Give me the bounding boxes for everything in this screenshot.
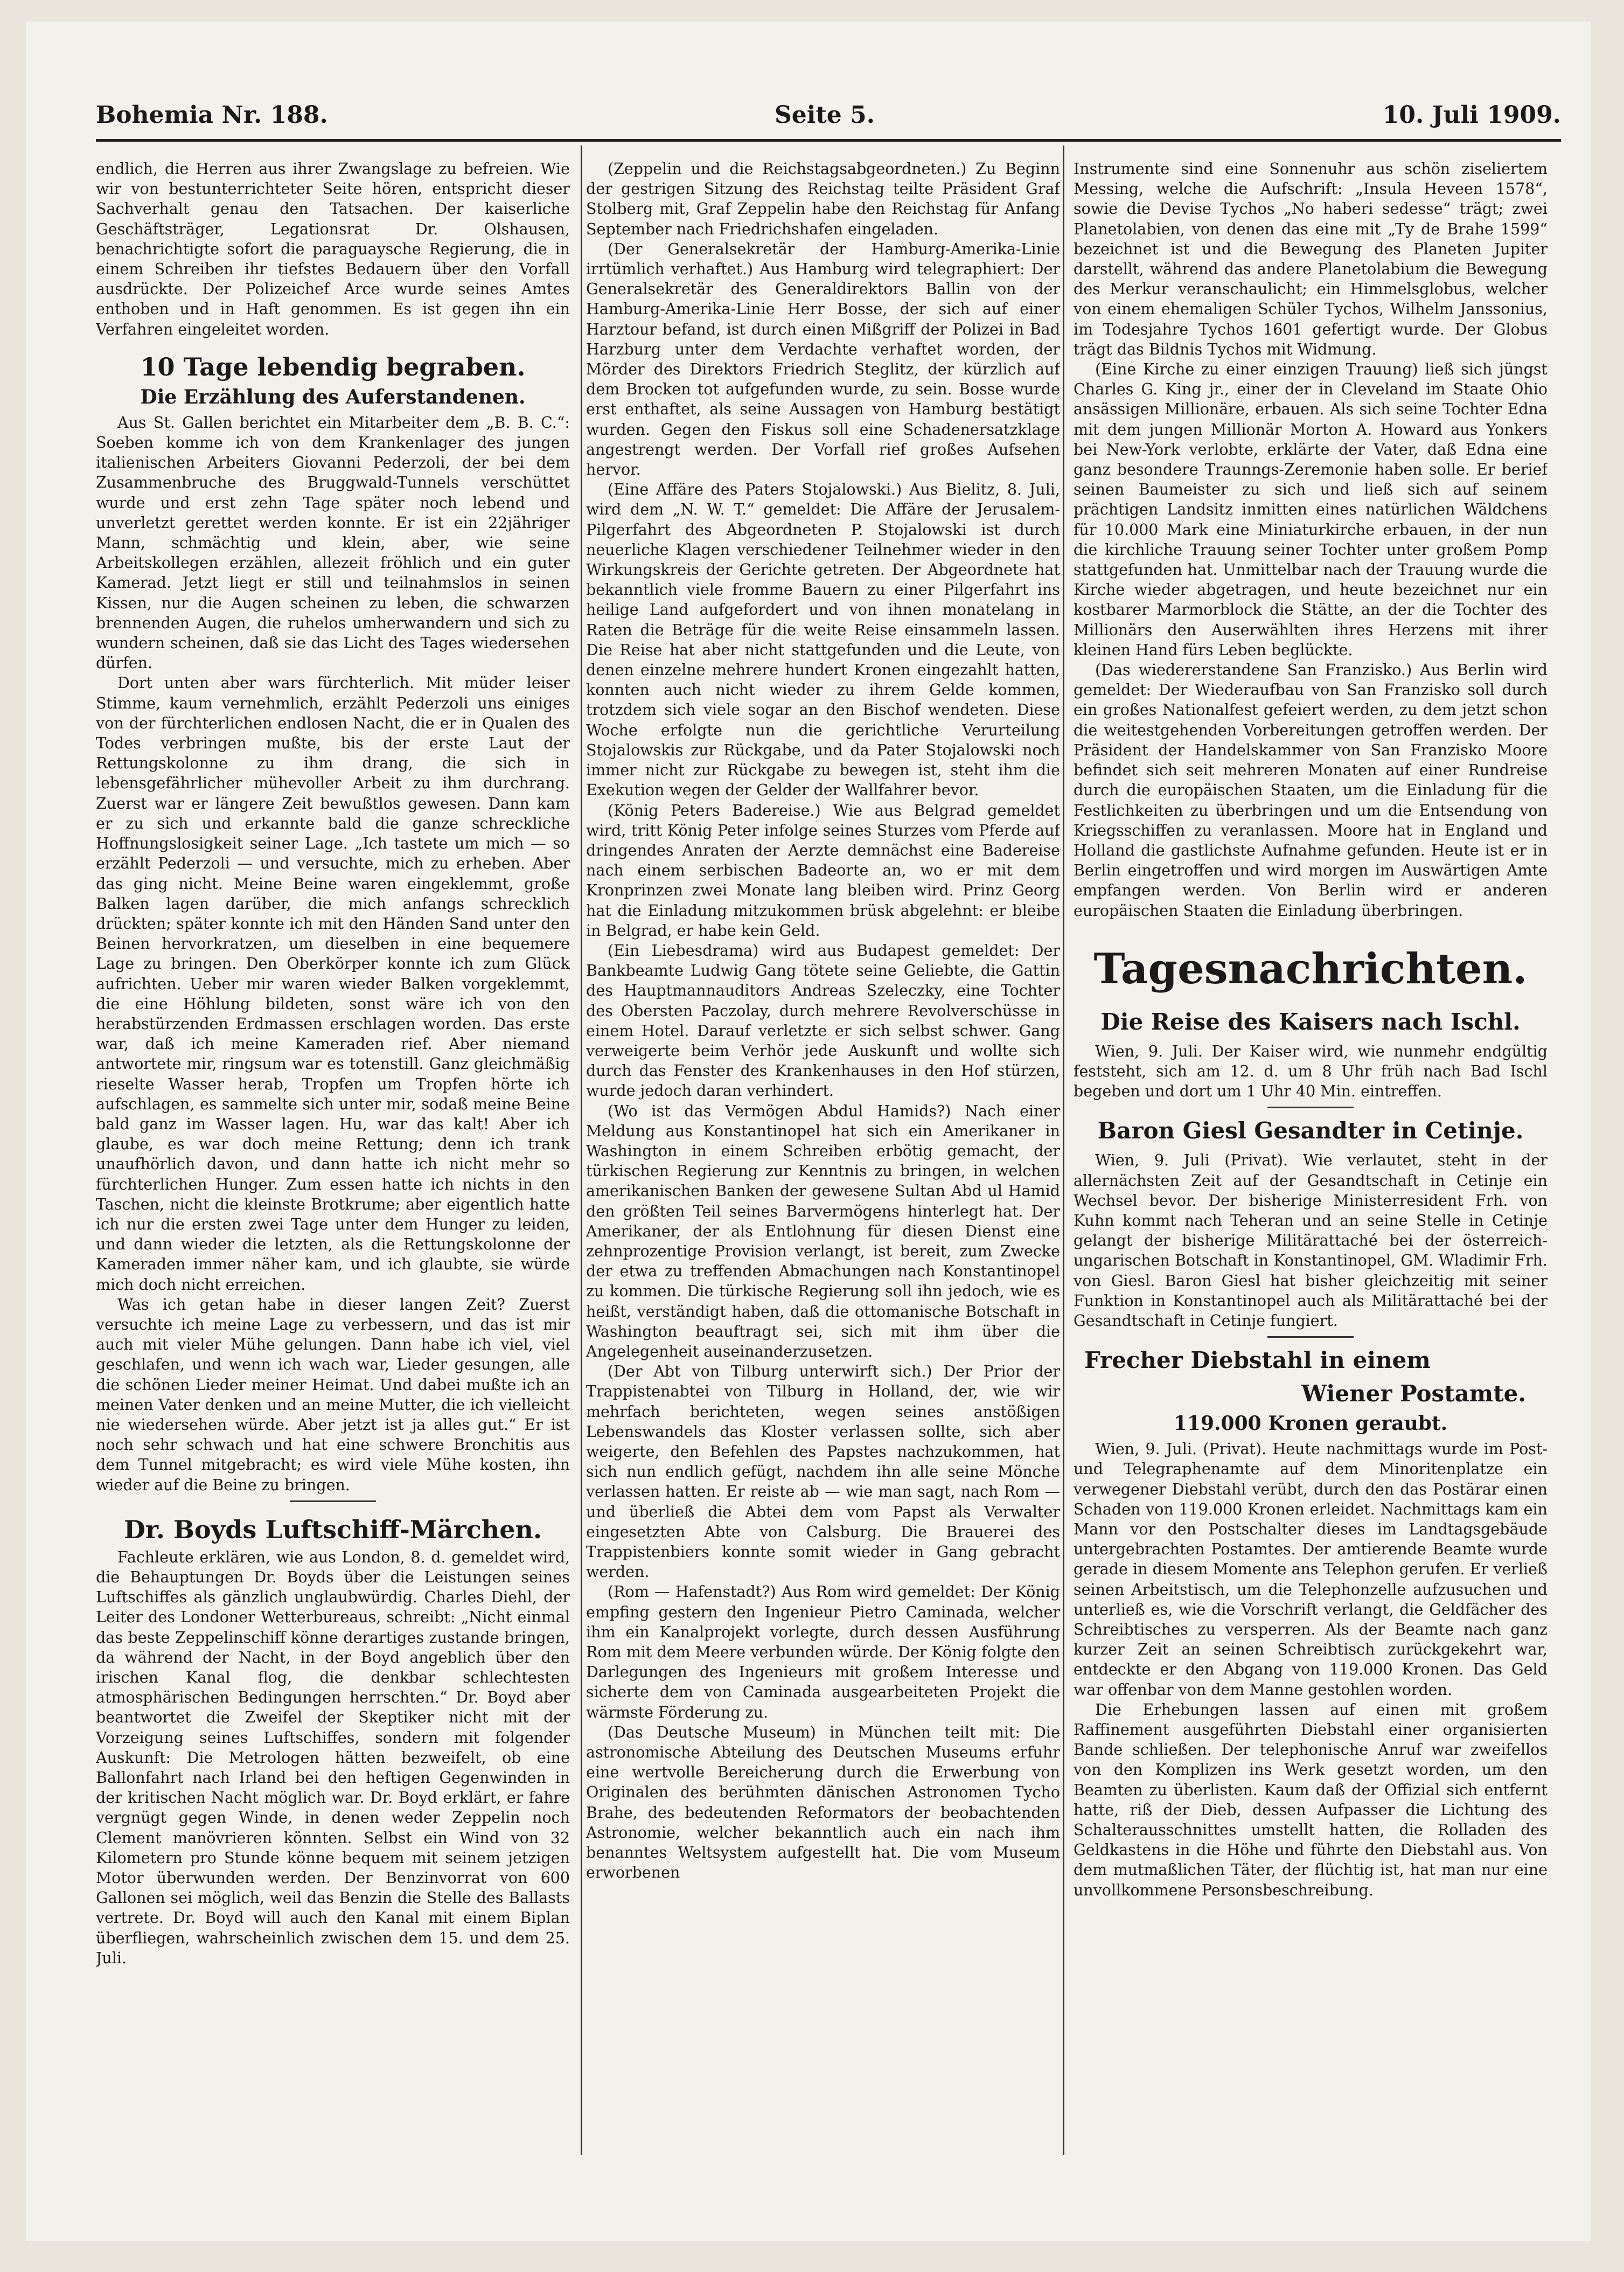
section-divider bbox=[1267, 1107, 1354, 1108]
news-item-zeppelin: (Zeppelin und die Reichstagsabgeordneten.) Zu Beginn der gestrigen Sitzung des Reichstag teilte Präsident Graf Stolberg mit, Graf Zeppelin habe den Reichstag für Anfang September nach Friedrichshafen eingeladen. bbox=[586, 160, 1060, 238]
news-item-king-peter: (König Peters Badereise.) Wie aus Belgrad gemeldet wird, tritt König Peter infolge seines Sturzes vom Pferde auf dringendes Anraten der Aerzte demnächst eine Badereise nach einem serbischen Badeorte an, wo er mit dem Kronprinzen zwei Monate lang bleiben wird. Prinz Georg hat die Einladung mitzukommen brüsk abgelehnt: er bleibe in Belgrad, er habe kein Geld. bbox=[586, 801, 1060, 940]
news-item-rome: (Rom — Hafenstadt?) Aus Rom wird gemeldet: Der König empfing gestern den Ingenieur Pietro Caminada, welcher ihm ein Kanalprojekt vorlegte, durch dessen Ausführung Rom mit dem Meere verbunden würde. Der König folgte den Darlegungen des Ingenieurs mit großem Interesse und sicherte dem von Caminada ausgearbeiteten Projekt die wärmste Förderung zu. bbox=[586, 1583, 1060, 1721]
news-item-tilburg: (Der Abt von Tilburg unterwirft sich.) Der Prior der Trappistenabtei von Tilburg in Holland, der, wie wir mehrfach berichteten, wegen seines anstößigen Lebenswandels das Kloster verlassen sollte, sich aber weigerte, den Befehlen des Papstes nachzukommen, hat sich nun endlich gefügt, nachdem ihn alle seine Mönche verlassen hatten. Er reiste ab — wie man sagt, nach Rom — und überließ die Abtei dem vom Papst als Verwalter eingesetzten Abte von Calsburg. Die Brauerei des Trappistenbiers konnte somit wieder in Gang gebracht werden. bbox=[586, 1363, 1060, 1581]
news-item-deutsches-museum: (Das Deutsche Museum) in München teilt mit: Die astronomische Abteilung des Deutschen Museums erfuhr eine wertvolle Bereicherung durch die Erwerbung von Originalen des berühmten dänischen Astronomen Tycho Brahe, des bedeutenden Reformators der beobachtenden Astronomie, welcher bekanntlich auch ein nach ihm benanntes Weltsystem aufgestellt hat. Die vom Museum erworbenen bbox=[586, 1723, 1060, 1882]
headline-kaiser-ischl: Die Reise des Kaisers nach Ischl. bbox=[1100, 1008, 1521, 1035]
column-divider-1 bbox=[581, 145, 582, 2155]
article-paragraph: Fachleute erklären, wie aus London, 8. d. gemeldet wird, die Behauptungen Dr. Boyds über die Leistungen seines Luftschiffes als gänzlich unglaubwürdig. Charles Diehl, der Leiter des Londoner Wetterbureaus, schreibt: „Nicht einmal das beste Zeppelinschiff könne derartiges zustande bringen, da während der Nacht, in der Boyd angeblich über den irischen Kanal flog, die denkbar schlechtesten atmosphärischen Bedingungen herrschten.“ Dr. Boyd aber beantwortet die Zweifel der Skeptiker nicht mit der Vorzeigung seines Luftschiffes, sondern mit folgender Auskunft: Die Metrologen hätten bezweifelt, ob eine Ballonfahrt nach Irland bei den heftigen Gegenwinden in der kritischen Nacht möglich war. Dr. Boyd erklärt, er fahre vergnügt gegen Winde, in denen weder Zeppelin noch Clement manövrieren könnten. Selbst ein Wind von 32 Kilometern pro Stunde könne bequem mit seinem jetzigen Motor überwunden werden. Der Benzinvorrat von 600 Gallonen sei möglich, weil das Benzin die Stelle des Ballasts vertrete. Dr. Boyd will auch den Kanal mit einem Biplan überfliegen, wahrscheinlich zwischen dem 15. und dem 25. Juli. bbox=[96, 1548, 570, 1967]
article-paragraph: Wien, 9. Juli. Der Kaiser wird, wie nunmehr endgültig feststeht, sich am 12. d. um 8 Uhr früh nach Bad Ischl begeben und dort um 1 Uhr 40 Min. eintreffen. bbox=[1074, 1042, 1548, 1101]
header-date: 10. Juli 1909. bbox=[1382, 101, 1561, 129]
headline-boyd-airship: Dr. Boyds Luftschiff-Märchen. bbox=[124, 1514, 542, 1544]
article-paragraph: Die Erhebungen lassen auf einen mit großem Raffinement ausgeführten Diebstahl einer organisierten Bande schließen. Der telephonische Anruf war zweifellos von den Komplizen ins Werk gesetzt worden, um den Beamten zu überlisten. Kaum daß der Offizial sich entfernt hatte, riß der Dieb, dessen Aufpasser die Lichtung des Schalterausschnittes umstellt hatten, die Rolladen des Geldkastens in die Höhe und führte den Diebstahl aus. Von dem mutmaßlichen Täter, der flüchtig ist, hat man nur eine unvollkommene Personsbeschreibung. bbox=[1074, 1700, 1548, 1899]
headline-theft-line1: Frecher Diebstahl in einem bbox=[1084, 1347, 1431, 1374]
section-divider bbox=[1267, 1336, 1354, 1338]
section-divider bbox=[290, 1500, 376, 1502]
news-item-san-francisco: (Das wiedererstandene San Franzisko.) Aus Berlin wird gemeldet: Der Wiederaufbau von San Franzisko soll durch ein großes Nationalfest gefeiert werden, zu dem jetzt schon die weitestgehenden Vorbereitungen getroffen werden. Der Präsident der Handelskammer von San Franzisko Moore befindet sich seit mehreren Monaten auf einer Rundreise durch die europäischen Staaten, um die Einladung für die Festlichkeiten zu überbringen und um die Entsendung von Kriegsschiffen zu veranlassen. Moore hat in England und Holland die gastlichste Aufnahme gefunden. Heute ist er in Berlin eingetroffen und wird morgen im Auswärtigen Amte empfangen werden. Von Berlin wird er anderen europäischen Staaten die Einladung überbringen. bbox=[1074, 661, 1548, 920]
article-paragraph: Was ich getan habe in dieser langen Zeit? Zuerst versuchte ich meine Lage zu verbessern, und das ist mir auch mit vieler Mühe gelungen. Dann habe ich viel, viel geschlafen, und wenn ich wach war, Lieder gesungen, alle die schönen Lieder meiner Heimat. Und dabei mußte ich an meinen Vater denken und an meine Mutter, die ich vielleicht nie wiedersehen würde. Aber jetzt ist ja alles gut.“ Er ist noch sehr schwach und hat eine schwere Bronchitis aus dem Tunnel mitgebracht; es wird viele Mühe kosten, ihn wieder auf die Beine zu bringen. bbox=[96, 1295, 570, 1494]
news-item-church: (Eine Kirche zu einer einzigen Trauung) ließ sich jüngst Charles G. King jr., einer der in Cleveland im Staate Ohio ansässigen Millionäre, erbauen. Als sich seine Tochter Edna mit dem jungen Millionär Morton A. Howard aus Yonkers bei New-York verlobte, erklärte der Vater, daß Edna eine ganz besondere Traunngs-Zeremonie haben solle. Er berief seinen Baumeister zu sich und ließ sich auf seinem prächtigen Landsitz inmitten eines natürlichen Wäldchens für 10.000 Mark eine Miniaturkirche erbauen, in der nun die kirchliche Trauung seiner Tochter unter großem Pomp stattgefunden hat. Unmittelbar nach der Trauung wurde die Kirche wieder abgetragen, und heute bezeichnet nur ein kostbarer Marmorblock die Stätte, an der die Tochter des Millionärs den Auserwählten ihres Herzens mit ihrer kleinen Hand fürs Leben beglückte. bbox=[1074, 360, 1548, 659]
news-item-continued: Instrumente sind eine Sonnenuhr aus schön ziseliertem Messing, welche die Aufschrift: „Insula Heveen 1578“, sowie die Devise Tychos „No haberi sedesse“ trägt; zwei Planetolabien, von denen das eine mit „Ty de Brahe 1599“ bezeichnet ist und die Bewegung des Planeten Jupiter darstellt, während das andere Planetolabium die Bewegung des Merkur veranschaulicht; ein Himmelsglobus, welcher von einem ehemaligen Schüler Tychos, Wilhelm Janssonius, im Todesjahre Tychos 1601 gefertigt wurde. Der Globus trägt das Bildnis Tychos mit Widmung. bbox=[1074, 160, 1548, 358]
article-paragraph: Wien, 9. Juli. (Privat). Heute nachmittags wurde im Post- und Telegraphenamte auf dem Minoritenplatze ein verwegener Diebstahl verübt, durch den das Postärar einen Schaden von 119.000 Kronen erleidet. Nachmittags kam ein Mann vor den Postschalter dieses im Landtagsgebäude untergebrachten Postamtes. Der amtierende Beamte wurde gerade in diesem Momente ans Telephon gerufen. Er verließ seinen Arbeitstisch, um die Telephonzelle aufzusuchen und unterließ es, wie die Vorschrift verlangt, die Geldfächer des Schreibtisches zu versperren. Als der Beamte nach ganz kurzer Zeit an seinen Schreibtisch zurückgekehrt war, entdeckte er den Abgang von 119.000 Kronen. Das Geld war offenbar von dem Manne gestohlen worden. bbox=[1074, 1440, 1548, 1699]
column-1 bbox=[96, 159, 570, 2152]
header-publication: Bohemia Nr. 188. bbox=[96, 101, 328, 129]
headline-theft-line2: Wiener Postamte. bbox=[1301, 1380, 1526, 1407]
headline-buried-alive: 10 Tage lebendig begraben. bbox=[140, 352, 526, 381]
column-3 bbox=[1074, 159, 1548, 2152]
section-title-tagesnachrichten: Tagesnachrichten. bbox=[1093, 944, 1528, 993]
headline-baron-giesl: Baron Giesl Gesandter in Cetinje. bbox=[1097, 1117, 1524, 1144]
news-item-love-drama: (Ein Liebesdrama) wird aus Budapest gemeldet: Der Bankbeamte Ludwig Gang tötete seine Geliebte, die Gattin des Hauptmannauditors Andreas Szeleczky, eine Tochter des Obersten Paczolay, durch mehrere Revolverschüsse in einem Hotel. Darauf verletzte er sich selbst schwer. Gang verweigerte beim Verhör jede Auskunft und wollte sich durch das Fenster des Krankenhauses in den Hof stürzen, wurde jedoch daran verhindert. bbox=[586, 941, 1060, 1100]
header-page-number: Seite 5. bbox=[775, 101, 875, 129]
article-paragraph: Wien, 9. Juli (Privat). Wie verlautet, steht in der allernächsten Zeit auf der Gesandtschaft in Cetinje ein Wechsel bevor. Der bisherige Ministerresident Frh. von Kuhn kommt nach Teheran und an seine Stelle in Cetinje gelangt der bisherige Militärattaché bei der österreich-ungarischen Botschaft in Konstantinopel, GM. Wladimir Frh. von Giesl. Baron Giesl hat bisher gleichzeitig mit seiner Funktion in Konstantinopel auch als Militärattaché bei der Gesandtschaft in Cetinje fungiert. bbox=[1074, 1151, 1548, 1330]
column-divider-2 bbox=[1063, 145, 1064, 2155]
subheadline-theft: 119.000 Kronen geraubt. bbox=[1173, 1412, 1448, 1435]
article-paragraph: endlich, die Herren aus ihrer Zwangslage zu befreien. Wie wir von bestunterrichteter Seite hören, entspricht dieser Sachverhalt genau den Tatsachen. Der kaiserliche Geschäftsträger, Legationsrat Dr. Olshausen, benachrichtigte sofort die paraguaysche Regierung, die in einem Schreiben ihr tiefstes Bedauern über den Vorfall ausdrückte. Der Polizeichef Arce wurde seines Amtes enthoben und in Haft genommen. Es ist gegen ihn ein Verfahren eingeleitet worden. bbox=[96, 160, 570, 338]
news-item-stojalowski: (Eine Affäre des Paters Stojalowski.) Aus Bielitz, 8. Juli, wird dem „N. W. T.“ gemeldet: Die Affäre der Jerusalem-Pilgerfahrt des Abgeordneten P. Stojalowski ist durch neuerliche Klagen verschiedener Teilnehmer wieder in den Wirkungskreis der Gerichte getreten. Der Abgeordnete hat bekanntlich viele fromme Bauern zu einer Pilgerfahrt ins heilige Land aufgefordert und von ihnen monatelang in Raten die Beträge für die weite Reise einsammeln lassen. Die Reise hat aber nicht stattgefunden und die Leute, von denen einzelne mehrere hundert Kronen eingezahlt hatten, konnten auch nicht wieder zu ihrem Gelde kommen, trotzdem sich viele sogar an den Bischof wendeten. Diese Woche erfolgte nun die gerichtliche Verurteilung Stojalowskis zur Rückgabe, und da Pater Stojalowski noch immer nicht zur Rückgabe zu bewegen ist, steht ihm die Exekution wegen der Gelder der Wallfahrer bevor. bbox=[586, 481, 1060, 800]
news-item-hamburg: (Der Generalsekretär der Hamburg-Amerika-Linie irrtümlich verhaftet.) Aus Hamburg wird telegraphiert: Der Generalsekretär des Generaldirektors Ballin von der Hamburg-Amerika-Linie Herr Bosse, der sich auf einer Harztour befand, ist durch einen Mißgriff der Polizei in Bad Harzburg unter dem Verdachte verhaftet worden, der Mörder des Direktors Friedrich Steglitz, der kürzlich auf dem Brocken tot aufgefunden wurde, zu sein. Bosse wurde erst enthaftet, als seine Aussagen von Hamburg bestätigt wurden. Gegen den Fiskus soll eine Schadenersatzklage angestrengt werden. Der Vorfall rief großes Aufsehen hervor. bbox=[586, 240, 1060, 479]
masthead bbox=[96, 101, 1561, 134]
subheadline-buried-alive: Die Erzählung des Auferstandenen. bbox=[140, 385, 526, 408]
article-paragraph: Aus St. Gallen berichtet ein Mitarbeiter dem „B. B. C.“: Soeben komme ich von dem Krankenlager des jungen italienischen Arbeiters Giovanni Pederzoli, der bei dem Zusammenbruche des Bruggwald-Tunnels verschüttet wurde und erst zehn Tage später noch lebend und unverletzt gerettet werden konnte. Er ist ein 22jähriger Mann, schmächtig und klein, aber, wie seine Arbeitskollegen erzählen, allezeit fröhlich und ein guter Kamerad. Jetzt liegt er still und teilnahmslos in seinen Kissen, nur die Augen scheinen zu leben, die schwarzen brennenden Augen, die ruhelos umherwandern und sich zu wundern scheinen, daß sie das Licht des Tages wiedersehen dürfen. bbox=[96, 413, 570, 672]
news-item-abdul-hamid: (Wo ist das Vermögen Abdul Hamids?) Nach einer Meldung aus Konstantinopel hat sich ein Amerikaner in Washington in einem Schreiben erbötig gemacht, der türkischen Regierung zur Kenntnis zu bringen, in welchen amerikanischen Banken der gewesene Sultan Abd ul Hamid den größten Teil seines Barvermögens hinterlegt hat. Der Amerikaner, der als Entlohnung für diesen Dienst eine zehnprozentige Provision verlangt, ist bereit, zum Zwecke der etwa zu treffenden Abmachungen nach Konstantinopel zu kommen. Die türkische Regierung soll ihn jedoch, wie es heißt, verständigt haben, daß die ottomanische Botschaft in Washington beauftragt sei, sich mit ihm über die Angelegenheit auseinanderzusetzen. bbox=[586, 1102, 1060, 1360]
newspaper-page bbox=[26, 22, 1591, 2241]
header-rule bbox=[96, 139, 1561, 142]
article-paragraph: Dort unten aber wars fürchterlich. Mit müder leiser Stimme, kaum vernehmlich, erzählt Pederzoli uns einiges von der fürchterlichen endlosen Nacht, die er in Qualen des Todes verbringen mußte, bis der erste Laut der Rettungskolonne zu ihm drang, die sich in lebensgefährlicher mühevoller Arbeit zu ihm durchrang. Zuerst war er längere Zeit bewußtlos gewesen. Dann kam er zu sich und erkannte bald die ganze schreckliche Hoffnungslosigkeit seiner Lage. „Ich tastete um mich — so erzählt Pederzoli — und versuchte, mich zu erheben. Aber das ging nicht. Meine Beine waren eingeklemmt, große Balken lagen darüber, die mich anfangs schrecklich drückten; später konnte ich mit den Händen Sand unter den Beinen hervorkratzen, um dieselben in eine bequemere Lage zu bringen. Den Oberkörper konnte ich zum Glück aufrichten. Ueber mir waren wieder Balken vorgeklemmt, die eine Höhlung bildeten, sonst wäre ich von den herabstürzenden Erdmassen erschlagen worden. Das erste war, daß ich meine Kameraden rief. Aber niemand antwortete mir, ringsum war es totenstill. Ganz gleichmäßig rieselte Wasser herab, Tropfen um Tropfen hörte ich aufschlagen, es sammelte sich unter mir, sodaß meine Beine bald ganz im Wasser lagen. Hu, war das kalt! Aber ich glaube, es war doch meine Rettung; denn ich trank unaufhörlich davon, und dann hatte ich nicht mehr so fürchterlichen Hunger. Zum essen hatte ich nichts in den Taschen, nicht die kleinste Brotkrume; aber eigentlich hatte ich nur die ersten zwei Tage unter dem Hunger zu leiden, und dann wieder die letzten, als die Rettungskolonne der Kameraden immer näher kam, und ich glaubte, sie würde mich doch nicht erreichen. bbox=[96, 674, 570, 1294]
column-2 bbox=[586, 159, 1060, 2152]
